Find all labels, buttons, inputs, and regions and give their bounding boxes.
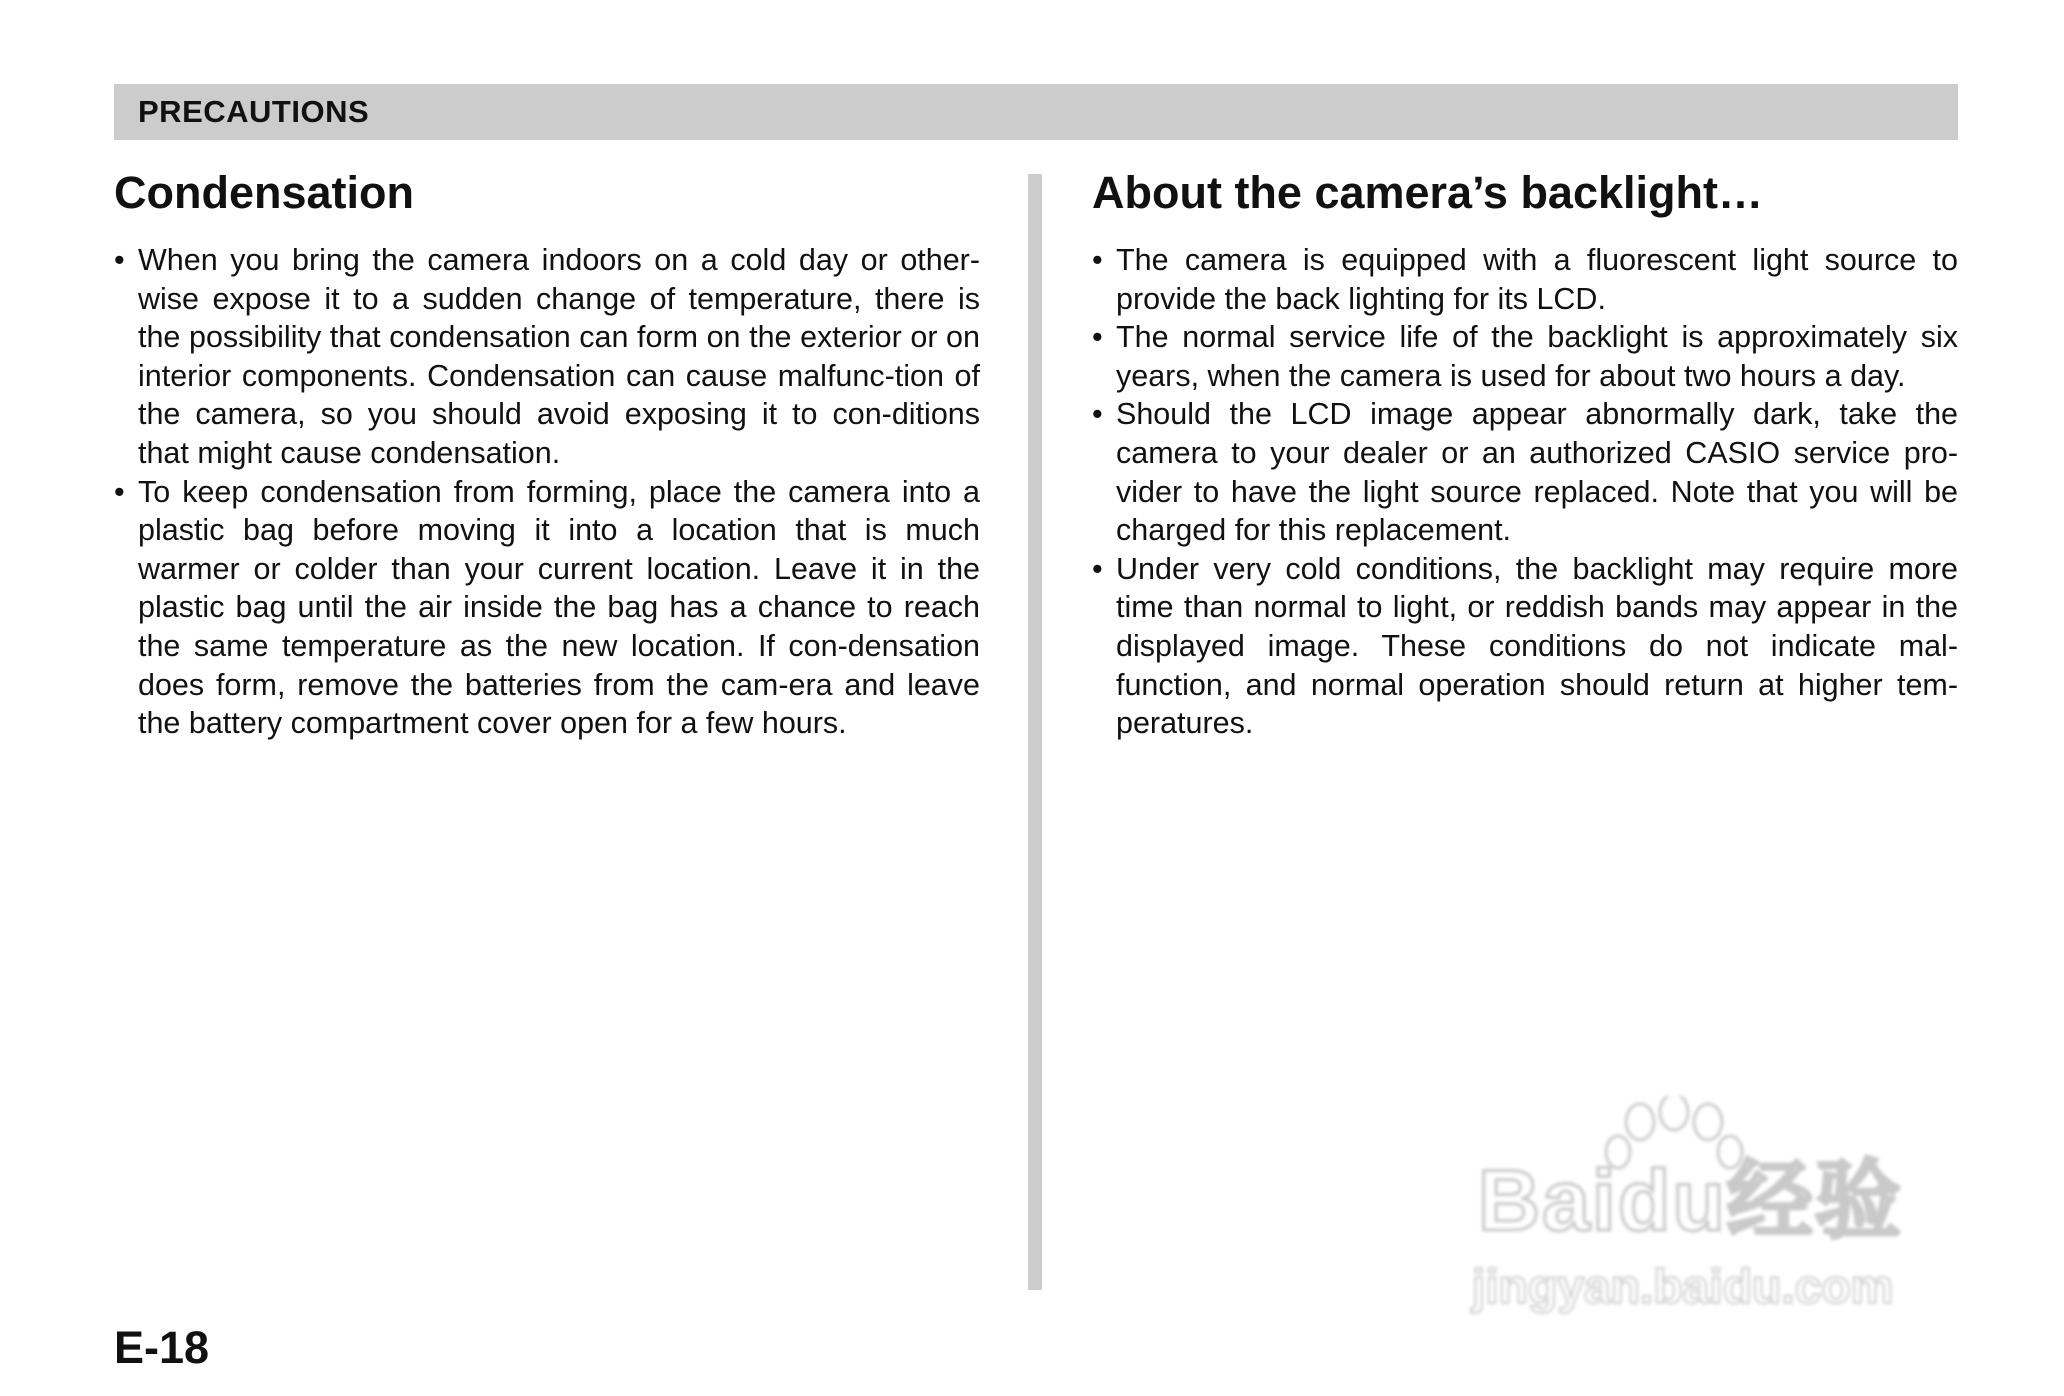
list-item bbox=[114, 473, 980, 743]
condensation-heading: Condensation bbox=[114, 167, 414, 218]
section-title: PRECAUTIONS bbox=[138, 94, 370, 129]
backlight-column bbox=[1092, 165, 1958, 743]
list-item-text: Should the LCD image appear abnormally dark, take the camera to your dealer or an authorized CASIO service pro-vider to have the light source replaced. Note that you will be charged for this replacement. bbox=[1116, 397, 1958, 548]
list-item bbox=[1092, 241, 1958, 318]
list-item-text: Under very cold conditions, the backlight may require more time than normal to light, or reddish bands may appear in the displayed image. These conditions do not indicate mal-function, and normal operation should return at higher tem-peratures. bbox=[1116, 551, 1958, 741]
bullet-icon: • bbox=[114, 243, 125, 277]
backlight-list bbox=[1092, 241, 1958, 743]
list-item-text: The camera is equipped with a fluorescent light source to provide the back lighting for its LCD. bbox=[1116, 243, 1958, 316]
bullet-icon: • bbox=[1092, 320, 1103, 355]
list-item-text: To keep condensation from forming, place the camera into a plastic bag before moving it into a location that is much warmer or colder than your current location. Leave it in the plastic bag until the air inside the bag has a chance to reach the same temperature as the new location. If con-densation does form, remove the batteries from the cam-era and leave the battery compartment cover open for a few hours. bbox=[138, 474, 980, 741]
watermark-url: jingyan.baidu.com bbox=[1472, 1261, 1894, 1314]
baidu-watermark bbox=[1468, 1096, 1958, 1320]
list-item-text: When you bring the camera indoors on a cold day or other-wise expose it to a sudden change of temperature, there is the possibility that condensation can form on the exterior or on interior components. Condensation can cause malfunc-tion of the camera, so you should avoid exposing it to con-ditions that might cause condensation. bbox=[138, 243, 980, 470]
page-number: E-18 bbox=[114, 1322, 210, 1373]
list-item bbox=[1092, 318, 1958, 395]
watermark-brand: Baidu经验 bbox=[1478, 1153, 1903, 1249]
list-item bbox=[1092, 550, 1958, 743]
bullet-icon: • bbox=[114, 474, 125, 509]
section-header-bar bbox=[114, 84, 1958, 140]
column-divider bbox=[1028, 174, 1042, 1290]
backlight-heading: About the camera’s backlight… bbox=[1092, 167, 1763, 218]
bullet-icon: • bbox=[1092, 551, 1103, 586]
condensation-list bbox=[114, 241, 980, 743]
condensation-column bbox=[114, 165, 980, 743]
list-item bbox=[1092, 395, 1958, 549]
bullet-icon: • bbox=[1092, 397, 1103, 432]
list-item bbox=[114, 241, 980, 473]
list-item-text: The normal service life of the backlight is approximately six years, when the camera is used for about two hours a day. bbox=[1116, 320, 1958, 393]
bullet-icon: • bbox=[1092, 243, 1103, 277]
